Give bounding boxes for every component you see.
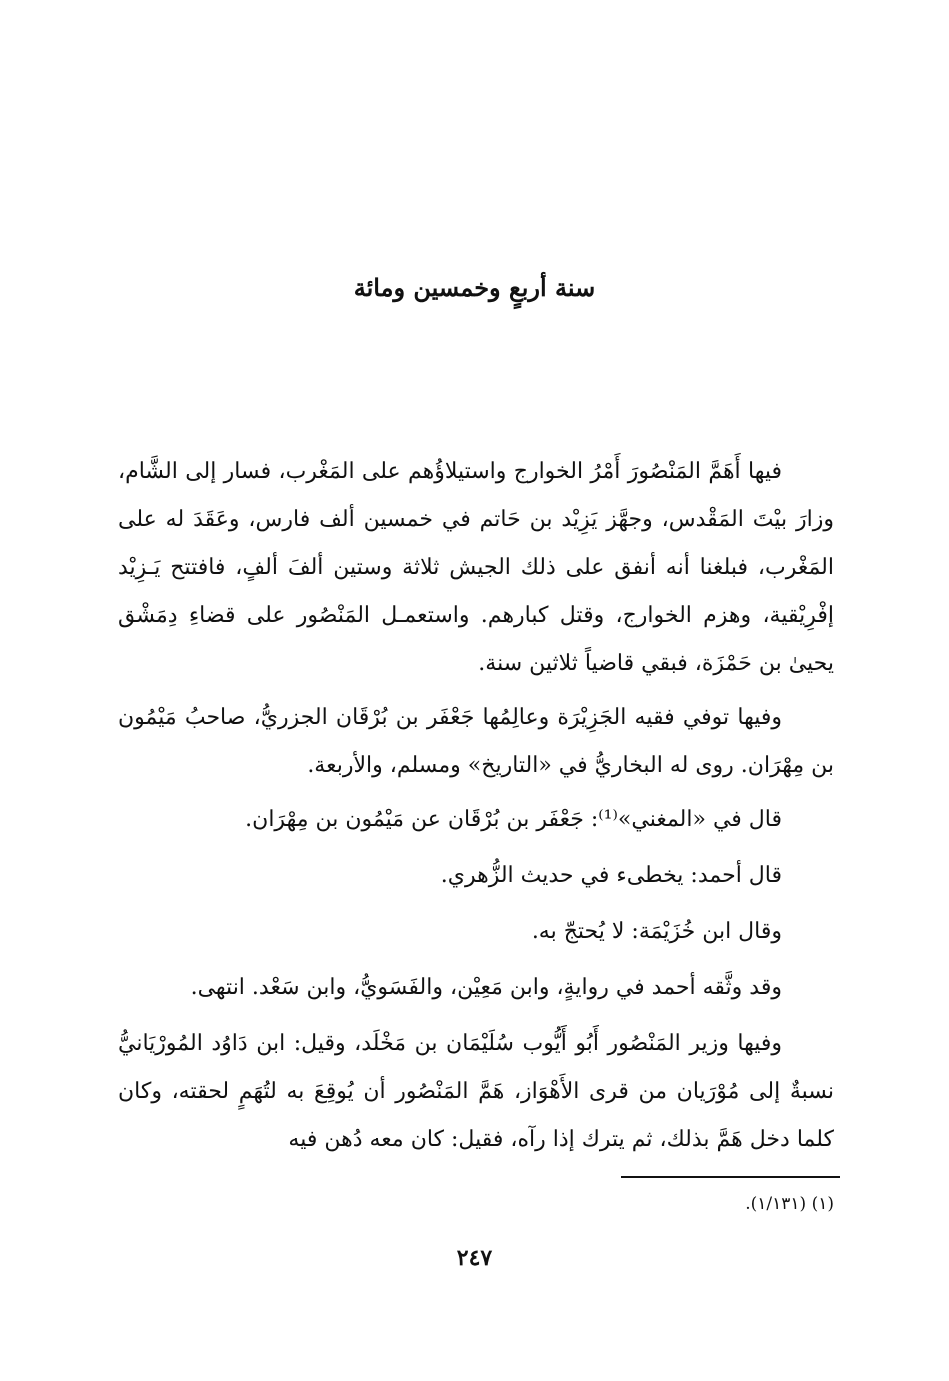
footnote: (١) (١/١٣١). [745, 1194, 834, 1214]
paragraph-1: فيها أَهَمَّ المَنْصُورَ أَمْرُ الخوارج واستيلاؤُهم على المَغْرب، فسار إلى الشَّام، وزارَ بيْتَ المَقْدس، وجهَّز يَزِيْد بن حَاتم في خمسين ألف فارس، وعَقَدَ له على المَغْرب، فبلغنا أنه أنفق على ذلك الجيش ثلاثة وستين ألفَ ألفٍ، فافتتح يَـزِيْد إفْرِيْقية، وهزم الخوارج، وقتل كبارهم. واستعمـل المَنْصُور على قضاءِ دِمَشْق يحيىٰ بن حَمْزَة، فبقي قاضياً ثلاثين سنة. [118, 459, 834, 676]
paragraph-3: قال في «المغني»⁽¹⁾: جَعْفَر بن بُرْقَان عن مَيْمُون بن مِهْرَان. [245, 807, 782, 832]
paragraph-6: وقد وثَّقه أحمد في روايةٍ، وابن مَعِيْن، والفَسَويُّ، وابن سَعْد. انتهى. [190, 975, 782, 1000]
page-number: ٢٤٧ [456, 1245, 493, 1271]
chapter-title: سنة أربعٍ وخمسين ومائة [353, 273, 596, 302]
main-text [118, 448, 834, 1170]
paragraph-7: وفيها وزير المَنْصُور أَبُو أَيُّوب سُلَيْمَان بن مَخْلَد، وقيل: ابن دَاوُد المُورْيَانيُّ نسبةٌ إلى مُوْرَيان من قرى الأَهْوَاز، هَمَّ المَنْصُور أن يُوقِعَ به لتُهَمٍ لحقته، وكان كلما دخل هَمَّ بذلك، ثم يترك إذا رآه، فقيل: كان معه دُهن فيه [118, 1031, 834, 1152]
footnote-divider [621, 1176, 840, 1178]
paragraph-5: وقال ابن خُزَيْمَة: لا يُحتجّ به. [531, 919, 782, 944]
paragraph-4: قال أحمد: يخطىء في حديث الزُّهري. [440, 863, 782, 888]
paragraph-2: وفيها توفي فقيه الجَزِيْرَة وعالِمُها جَعْفَر بن بُرْقَان الجزريُّ، صاحبُ مَيْمُون بن مِهْرَان. روى له البخاريُّ في «التاريخ» ومسلم، والأربعة. [118, 705, 834, 778]
